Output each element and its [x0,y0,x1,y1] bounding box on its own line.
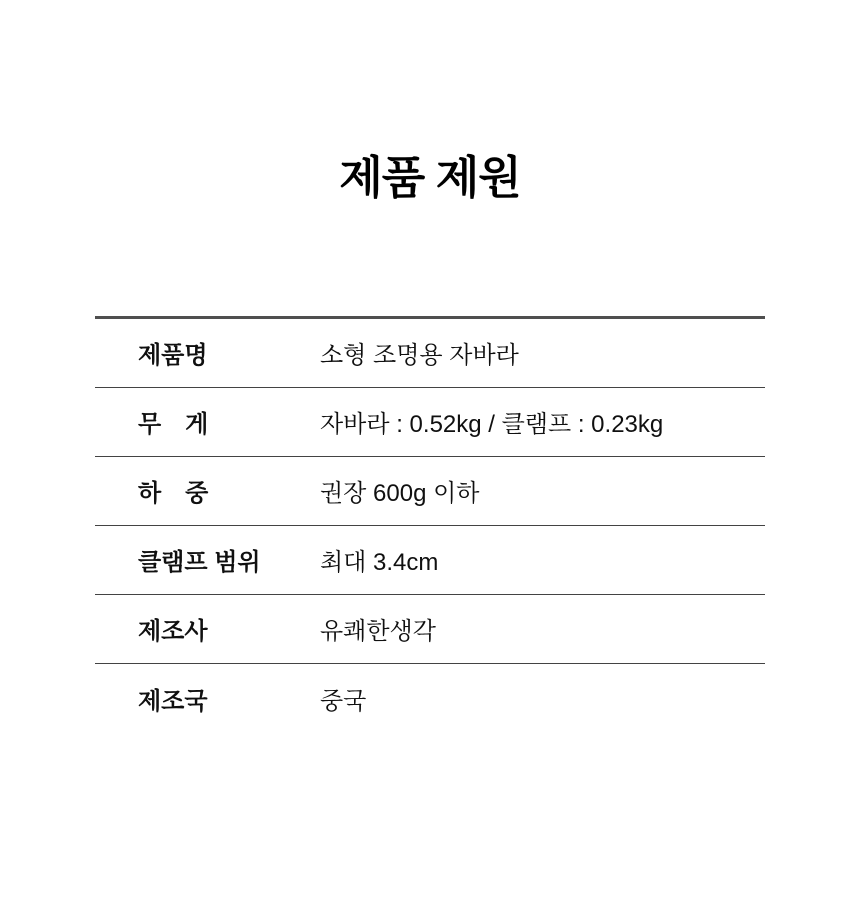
row-label: 하 중 [138,480,209,507]
row-value: 유쾌한생각 [320,618,436,645]
page-title: 제품 제원 [339,152,521,203]
row-label: 제조사 [138,618,208,645]
table-row-manufacturer [95,595,765,664]
table-row-clamp-range [95,526,765,595]
row-label: 제품명 [138,342,208,369]
table-row-load [95,457,765,526]
row-label: 클램프 범위 [138,549,261,576]
row-label: 제조국 [138,687,208,715]
table-row-weight [95,388,765,457]
spec-table [95,316,765,733]
row-value: 권장 600g 이하 [320,480,480,507]
row-value: 중국 [320,687,367,715]
table-row-country-of-origin [95,664,765,733]
row-value: 자바라 : 0.52kg / 클램프 : 0.23kg [320,411,664,438]
row-value: 최대 3.4cm [320,549,439,576]
row-value: 소형 조명용 자바라 [320,342,519,369]
row-label: 무 게 [138,411,209,438]
table-row-product-name [95,319,765,388]
